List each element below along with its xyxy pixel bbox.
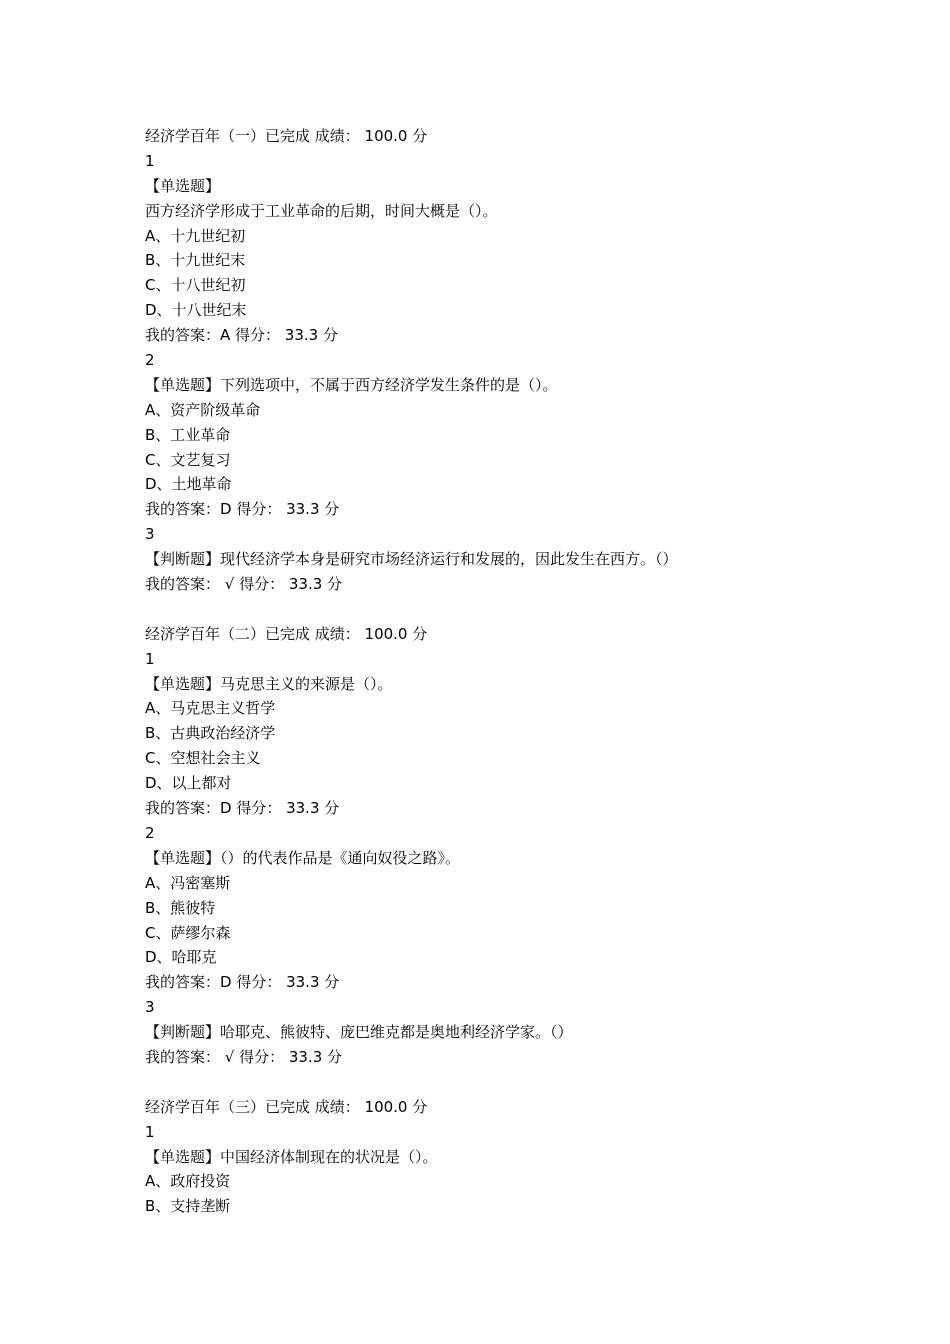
option-b: B、工业革命 (145, 425, 231, 444)
question-text: 【单选题】中国经济体制现在的状况是（）。 (145, 1147, 438, 1166)
question-number: 1 (145, 649, 155, 668)
answer-line: 我的答案：D 得分： 33.3 分 (145, 799, 340, 818)
question-number: 1 (145, 151, 155, 170)
answer-line: 我的答案：D 得分： 33.3 分 (145, 500, 340, 519)
question-number: 3 (145, 998, 155, 1017)
option-d: D、土地革命 (145, 475, 232, 494)
option-d: D、以上都对 (145, 774, 232, 793)
section-header: 经济学百年（三）已完成 成绩： 100.0 分 (145, 1097, 428, 1116)
option-c: C、文艺复习 (145, 450, 231, 469)
option-a: A、政府投资 (145, 1172, 231, 1191)
question (145, 348, 865, 522)
answer-line: 我的答案： √ 得分： 33.3 分 (145, 575, 343, 594)
question-text: 【单选题】下列选项中，不属于西方经济学发生条件的是（）。 (145, 375, 558, 394)
question-text: 【单选题】马克思主义的来源是（）。 (145, 674, 393, 693)
question-type: 【单选题】 (145, 176, 221, 195)
answer-line: 我的答案：A 得分： 33.3 分 (145, 326, 338, 345)
section (145, 124, 865, 597)
option-c: C、萨缪尔森 (145, 923, 231, 942)
section-spacer (145, 1070, 865, 1095)
option-a: A、十九世纪初 (145, 226, 246, 245)
section-spacer (145, 597, 865, 622)
question (145, 522, 865, 597)
section-header: 经济学百年（一）已完成 成绩： 100.0 分 (145, 127, 428, 145)
option-a: A、资产阶级革命 (145, 400, 261, 419)
question (145, 1120, 865, 1220)
question-text: 【判断题】哈耶克、熊彼特、庞巴维克都是奥地利经济学家。（） (145, 1023, 573, 1042)
option-c: C、十八世纪初 (145, 276, 246, 295)
section (145, 1095, 865, 1219)
question-text: 【单选题】（）的代表作品是《通向奴役之路》。 (145, 848, 461, 867)
option-b: B、古典政治经济学 (145, 724, 276, 743)
question-number: 3 (145, 525, 155, 544)
question (145, 149, 865, 348)
question (145, 647, 865, 821)
question (145, 821, 865, 995)
question (145, 995, 865, 1070)
option-d: D、十八世纪末 (145, 301, 247, 320)
question-text: 【判断题】现代经济学本身是研究市场经济运行和发展的，因此发生在西方。（） (145, 550, 678, 569)
section-header: 经济学百年（二）已完成 成绩： 100.0 分 (145, 624, 428, 643)
question-text: 西方经济学形成于工业革命的后期，时间大概是（）。 (145, 201, 498, 220)
document-page (145, 124, 865, 1219)
option-c: C、空想社会主义 (145, 749, 261, 768)
question-number: 2 (145, 823, 155, 842)
option-a: A、冯密塞斯 (145, 873, 231, 892)
option-b: B、熊彼特 (145, 898, 216, 917)
question-number: 2 (145, 351, 155, 370)
answer-line: 我的答案： √ 得分： 33.3 分 (145, 1047, 343, 1066)
option-a: A、马克思主义哲学 (145, 699, 276, 718)
option-b: B、支持垄断 (145, 1197, 231, 1216)
answer-line: 我的答案：D 得分： 33.3 分 (145, 973, 340, 992)
option-b: B、十九世纪末 (145, 251, 246, 270)
question-number: 1 (145, 1122, 155, 1141)
section (145, 622, 865, 1070)
option-d: D、哈耶克 (145, 948, 217, 967)
